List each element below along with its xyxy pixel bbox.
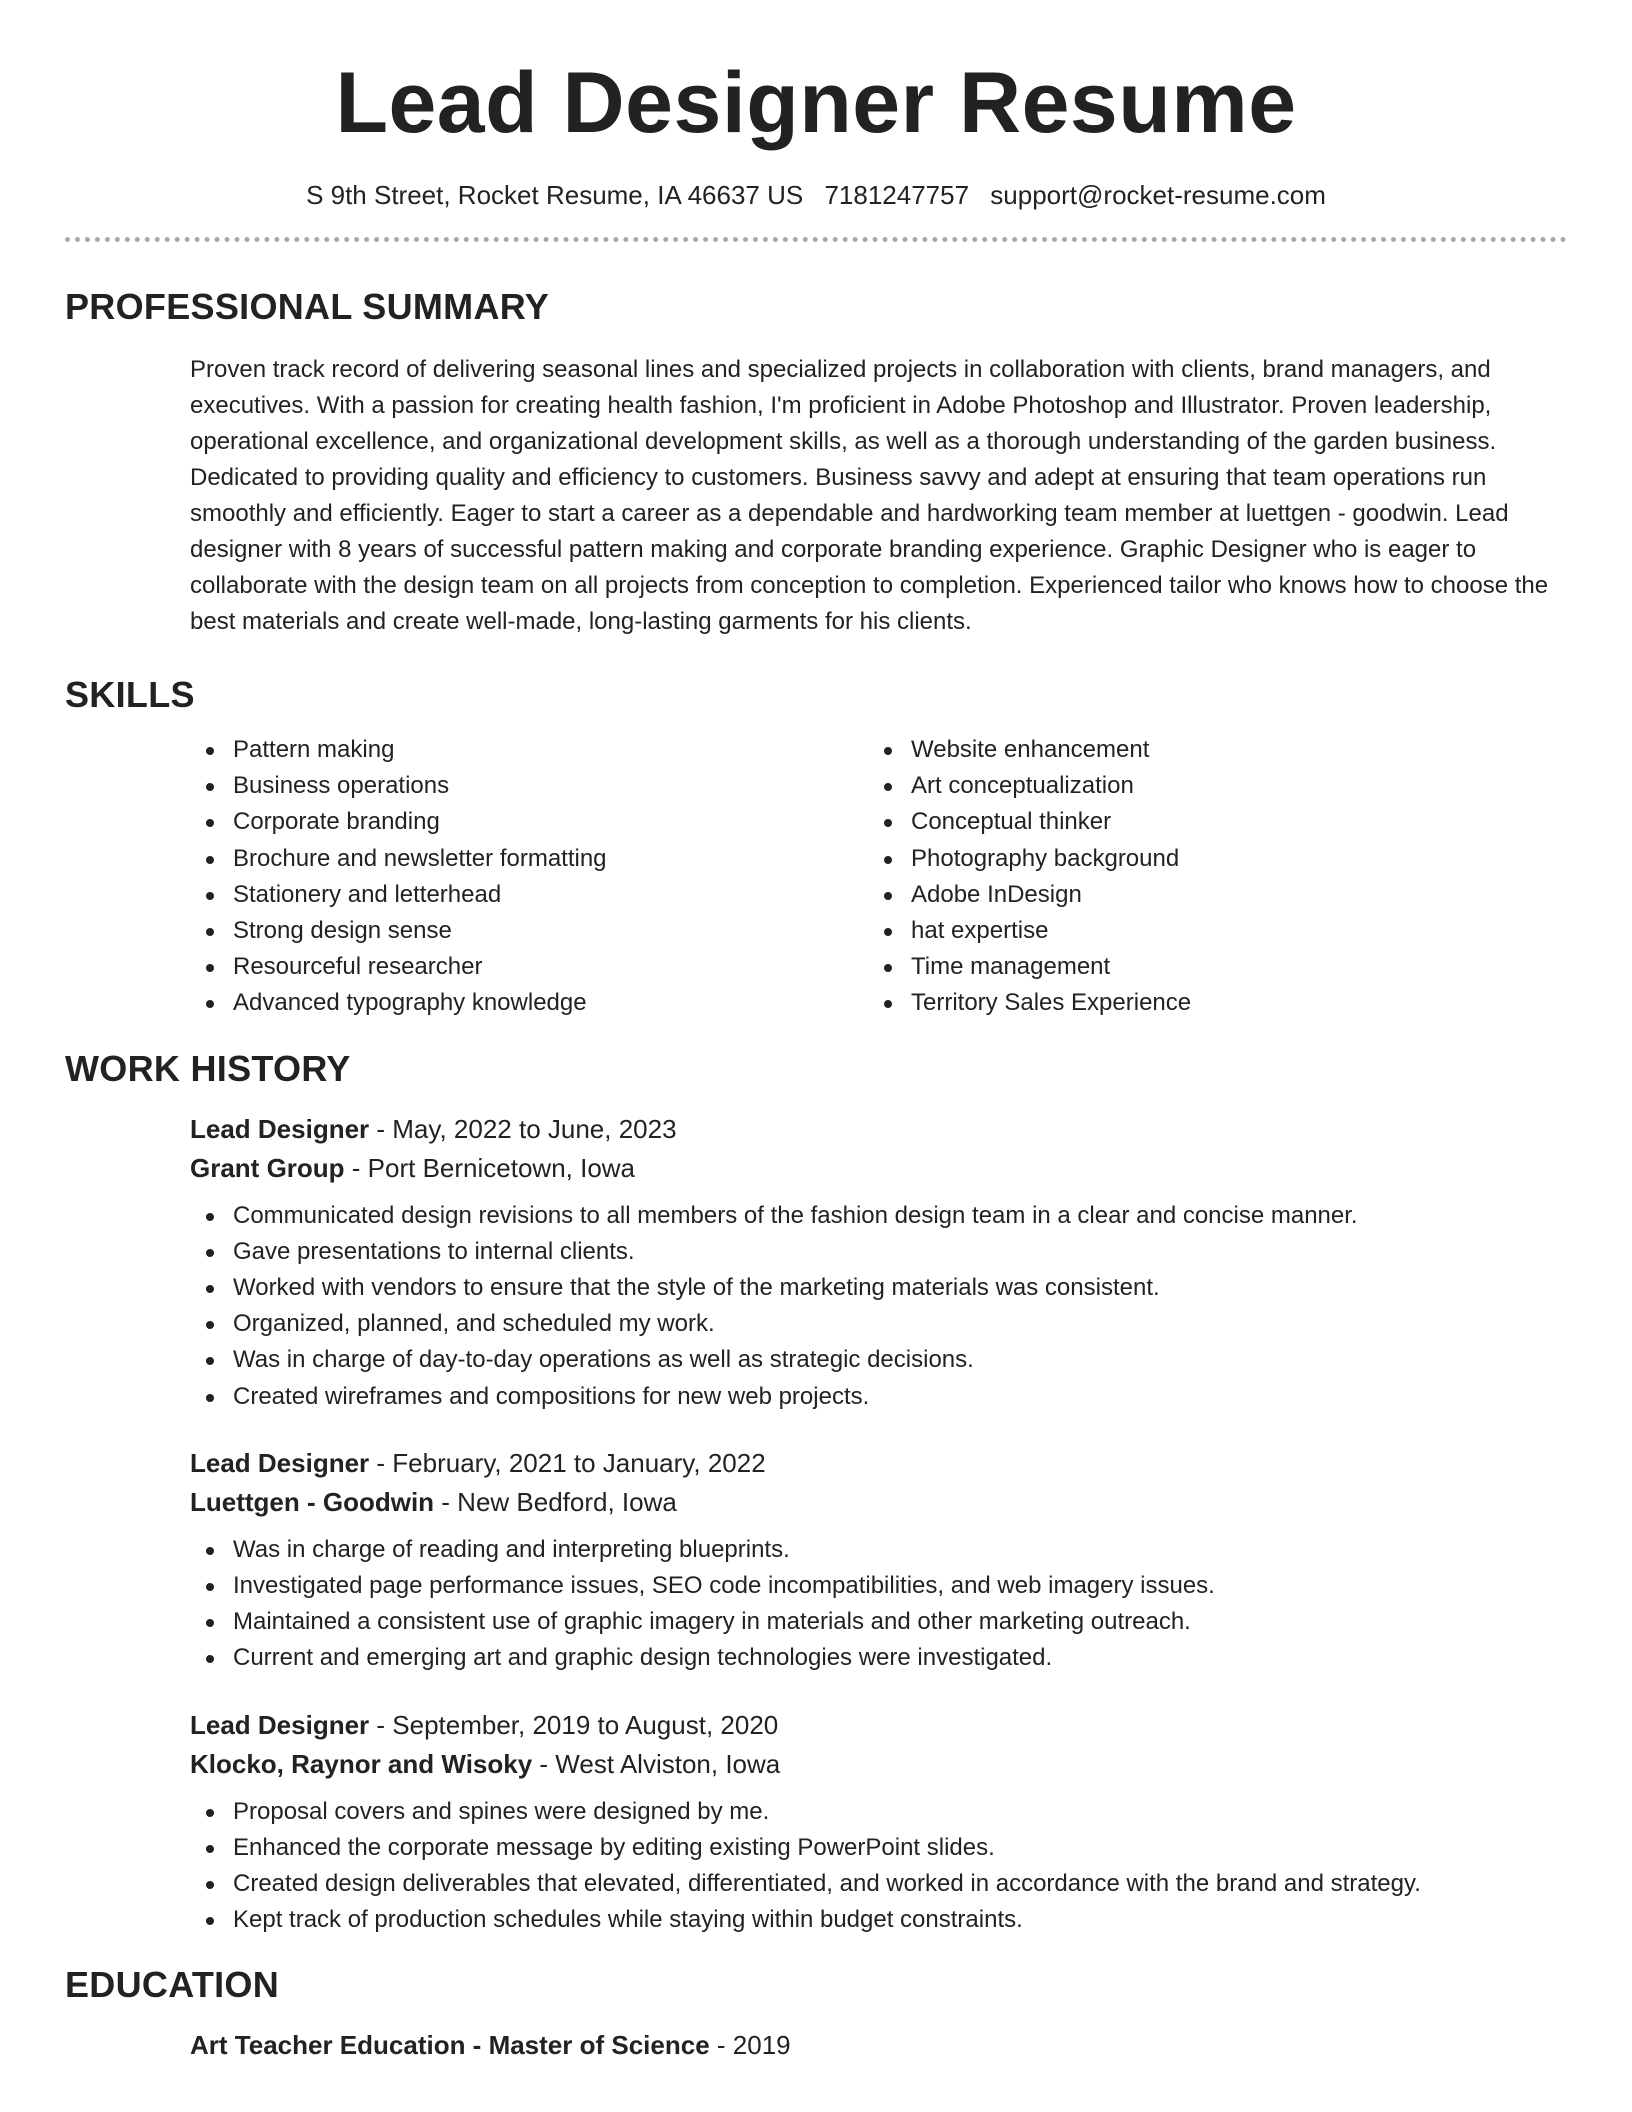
job-bullet: Was in charge of day-to-day operations as well as strategic decisions. xyxy=(190,1342,1567,1378)
contact-email: support@rocket-resume.com xyxy=(990,180,1326,210)
work-history-heading: WORK HISTORY xyxy=(65,1047,351,1089)
job-entry xyxy=(190,1444,1567,1677)
skill-item: Stationery and letterhead xyxy=(190,877,868,913)
job-dates: - May, 2022 to June, 2023 xyxy=(369,1113,677,1144)
job-entry xyxy=(190,1110,1567,1415)
job-role-line xyxy=(190,1110,1567,1149)
job-bullets xyxy=(190,1532,1567,1677)
job-role-line xyxy=(190,1706,1567,1745)
skills-column-left xyxy=(190,732,868,1022)
skill-item: Advanced typography knowledge xyxy=(190,985,868,1021)
skill-item: hat expertise xyxy=(868,913,1191,949)
skill-item: Art conceptualization xyxy=(868,768,1191,804)
job-bullet: Organized, planned, and scheduled my work. xyxy=(190,1306,1567,1342)
job-bullet: Kept track of production schedules while staying within budget constraints. xyxy=(190,1902,1567,1938)
job-bullet: Communicated design revisions to all members of the fashion design team in a clear and concise manner. xyxy=(190,1198,1567,1234)
job-bullet: Maintained a consistent use of graphic imagery in materials and other marketing outreach. xyxy=(190,1604,1567,1640)
education-heading: EDUCATION xyxy=(65,1964,280,2006)
contact-address: S 9th Street, Rocket Resume, IA 46637 US xyxy=(306,180,804,210)
job-location: - New Bedford, Iowa xyxy=(434,1486,677,1517)
job-bullets xyxy=(190,1198,1567,1415)
skill-item: Brochure and newsletter formatting xyxy=(190,841,868,877)
job-bullet: Investigated page performance issues, SEO code incompatibilities, and web imagery issues. xyxy=(190,1568,1567,1604)
education-entry xyxy=(190,2026,1567,2065)
job-company: Grant Group xyxy=(190,1152,345,1183)
skill-item: Conceptual thinker xyxy=(868,804,1191,840)
job-company-line xyxy=(190,1149,1567,1188)
job-entry xyxy=(190,1706,1567,1939)
job-company-line xyxy=(190,1745,1567,1784)
job-bullet: Created wireframes and compositions for new web projects. xyxy=(190,1379,1567,1415)
summary-text: Proven track record of delivering seasonal lines and specialized projects in collaboration with clients, brand managers, and executives. With a passion for creating health fashion, I'm proficient in Adobe Photoshop and Illustrator. Proven leadership, operational excellence, and organizational development skills, as well as a thorough understanding of the garden business. Dedicated to providing quality and efficiency to customers. Business savvy and adept at ensuring that team operations run smoothly and efficiently. Eager to start a career as a dependable and hardworking team member at luettgen - goodwin. Lead designer with 8 years of successful pattern making and corporate branding experience. Graphic Designer who is eager to collaborate with the design team on all projects from conception to completion. Experienced tailor who knows how to choose the best materials and create well-made, long-lasting garments for his clients. xyxy=(190,356,1549,635)
job-role-line xyxy=(190,1444,1567,1483)
job-company: Klocko, Raynor and Wisoky xyxy=(190,1748,533,1779)
job-dates: - September, 2019 to August, 2020 xyxy=(369,1709,779,1740)
job-role: Lead Designer xyxy=(190,1113,370,1144)
header-divider xyxy=(65,237,1567,242)
job-bullet: Enhanced the corporate message by editing existing PowerPoint slides. xyxy=(190,1830,1567,1866)
skill-item: Strong design sense xyxy=(190,913,868,949)
skill-item: Business operations xyxy=(190,768,868,804)
skill-item: Website enhancement xyxy=(868,732,1191,768)
job-bullet: Created design deliverables that elevated, differentiated, and worked in accordance with the brand and strategy. xyxy=(190,1866,1567,1902)
job-role: Lead Designer xyxy=(190,1447,370,1478)
job-bullet: Was in charge of reading and interpreting blueprints. xyxy=(190,1532,1567,1568)
job-bullet: Gave presentations to internal clients. xyxy=(190,1234,1567,1270)
skill-item: Territory Sales Experience xyxy=(868,985,1191,1021)
contact-phone: 7181247757 xyxy=(824,180,970,210)
skill-item: Photography background xyxy=(868,841,1191,877)
job-company-line xyxy=(190,1483,1567,1522)
skill-item: Corporate branding xyxy=(190,804,868,840)
education-year: - 2019 xyxy=(709,2030,791,2061)
skills-list xyxy=(190,732,1567,1022)
job-location: - Port Bernicetown, Iowa xyxy=(344,1152,636,1183)
job-bullet: Current and emerging art and graphic design technologies were investigated. xyxy=(190,1640,1567,1676)
skill-item: Pattern making xyxy=(190,732,868,768)
job-bullet: Proposal covers and spines were designed by me. xyxy=(190,1794,1567,1830)
job-location: - West Alviston, Iowa xyxy=(532,1748,781,1779)
contact-line xyxy=(65,180,1567,211)
skill-item: Time management xyxy=(868,949,1191,985)
job-role: Lead Designer xyxy=(190,1709,370,1740)
job-bullets xyxy=(190,1794,1567,1939)
education-line xyxy=(190,2026,1567,2065)
skill-item: Resourceful researcher xyxy=(190,949,868,985)
skill-item: Adobe InDesign xyxy=(868,877,1191,913)
resume-title: Lead Designer Resume xyxy=(335,55,1297,151)
job-bullet: Worked with vendors to ensure that the style of the marketing materials was consistent. xyxy=(190,1270,1567,1306)
job-company: Luettgen - Goodwin xyxy=(190,1486,435,1517)
job-dates: - February, 2021 to January, 2022 xyxy=(369,1447,766,1478)
skills-column-right xyxy=(868,732,1191,1022)
summary-heading: PROFESSIONAL SUMMARY xyxy=(65,286,550,327)
education-degree: Art Teacher Education - Master of Science xyxy=(190,2030,710,2061)
skills-heading: SKILLS xyxy=(65,674,195,715)
